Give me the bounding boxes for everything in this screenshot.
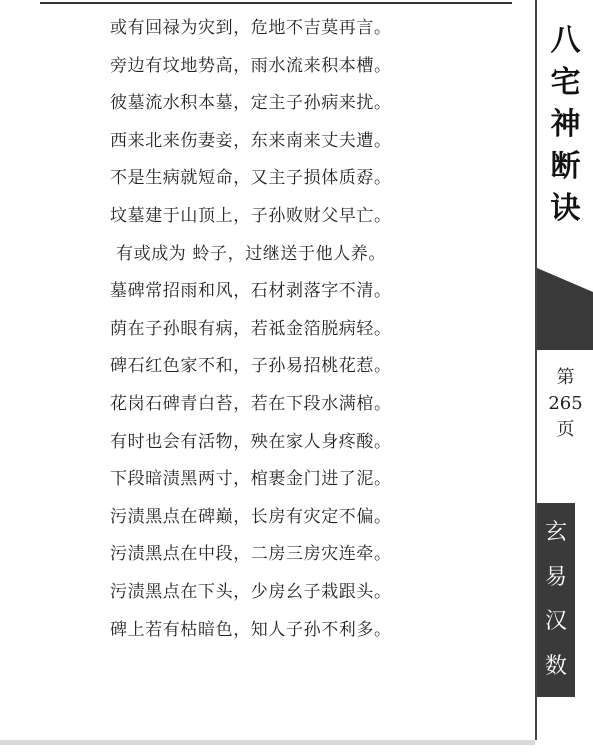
verse-line: 污渍黑点在碑巅，长房有灾定不偏。: [110, 506, 392, 527]
title-char: 神: [550, 107, 581, 142]
verse-line: 墓碑常招雨和风，石材剥落字不清。: [110, 281, 392, 302]
brand-char: 数: [544, 653, 567, 679]
verse-line: 有时也会有活物，殃在家人身疼酸。: [110, 431, 392, 452]
verse-line: 污渍黑点在下头，少房幺子栽跟头。: [110, 581, 392, 602]
title-char: 八: [550, 23, 581, 58]
brand-char: 易: [544, 564, 567, 590]
page-number-block: [538, 365, 593, 443]
title-char: 断: [550, 149, 581, 184]
verse-line: 碑石红色家不和，子孙易招桃花惹。: [110, 356, 392, 377]
verse-line: 彼墓流水积本墓，定主子孙病来扰。: [110, 93, 392, 114]
title-char: 宅: [550, 65, 581, 100]
page-number: 265: [548, 393, 583, 414]
verse-line: 不是生病就短命，又主子损体质孬。: [110, 168, 392, 189]
book-title-vertical: [538, 20, 593, 230]
verse-line: 碑上若有枯暗色，知人子孙不利多。: [110, 619, 392, 640]
bottom-rule: [0, 740, 535, 745]
verse-line: 下段暗渍黑两寸，棺裹金门进了泥。: [110, 469, 392, 490]
verse-line: 或有回禄为灾到，危地不吉莫再言。: [110, 18, 392, 38]
verse-line: 有或成为 蛉子，过继送于他人养。: [110, 243, 387, 264]
verse-line: 荫在子孙眼有病，若祗金箔脱病轻。: [110, 318, 392, 339]
verse-line: 污渍黑点在中段，二房三房灾连牵。: [110, 544, 392, 565]
page-prefix: 第: [556, 367, 575, 388]
brand-char: 汉: [544, 609, 567, 635]
brand-vertical-band: [537, 503, 575, 697]
brand-char: 玄: [544, 520, 567, 546]
page-suffix: 页: [556, 419, 575, 440]
title-char: 诀: [550, 191, 581, 226]
verse-body: [110, 10, 530, 649]
decorative-wedge: [537, 268, 593, 350]
verse-line: 花岗石碑青白苔，若在下段水满棺。: [110, 393, 392, 414]
verse-line: 坟墓建于山顶上，子孙败财父早亡。: [110, 205, 392, 226]
verse-line: 旁边有坟地势高，雨水流来积本槽。: [110, 55, 392, 76]
verse-line: 西来北来伤妻妾，东来南来丈夫遭。: [110, 130, 392, 151]
top-rule: [40, 2, 512, 4]
